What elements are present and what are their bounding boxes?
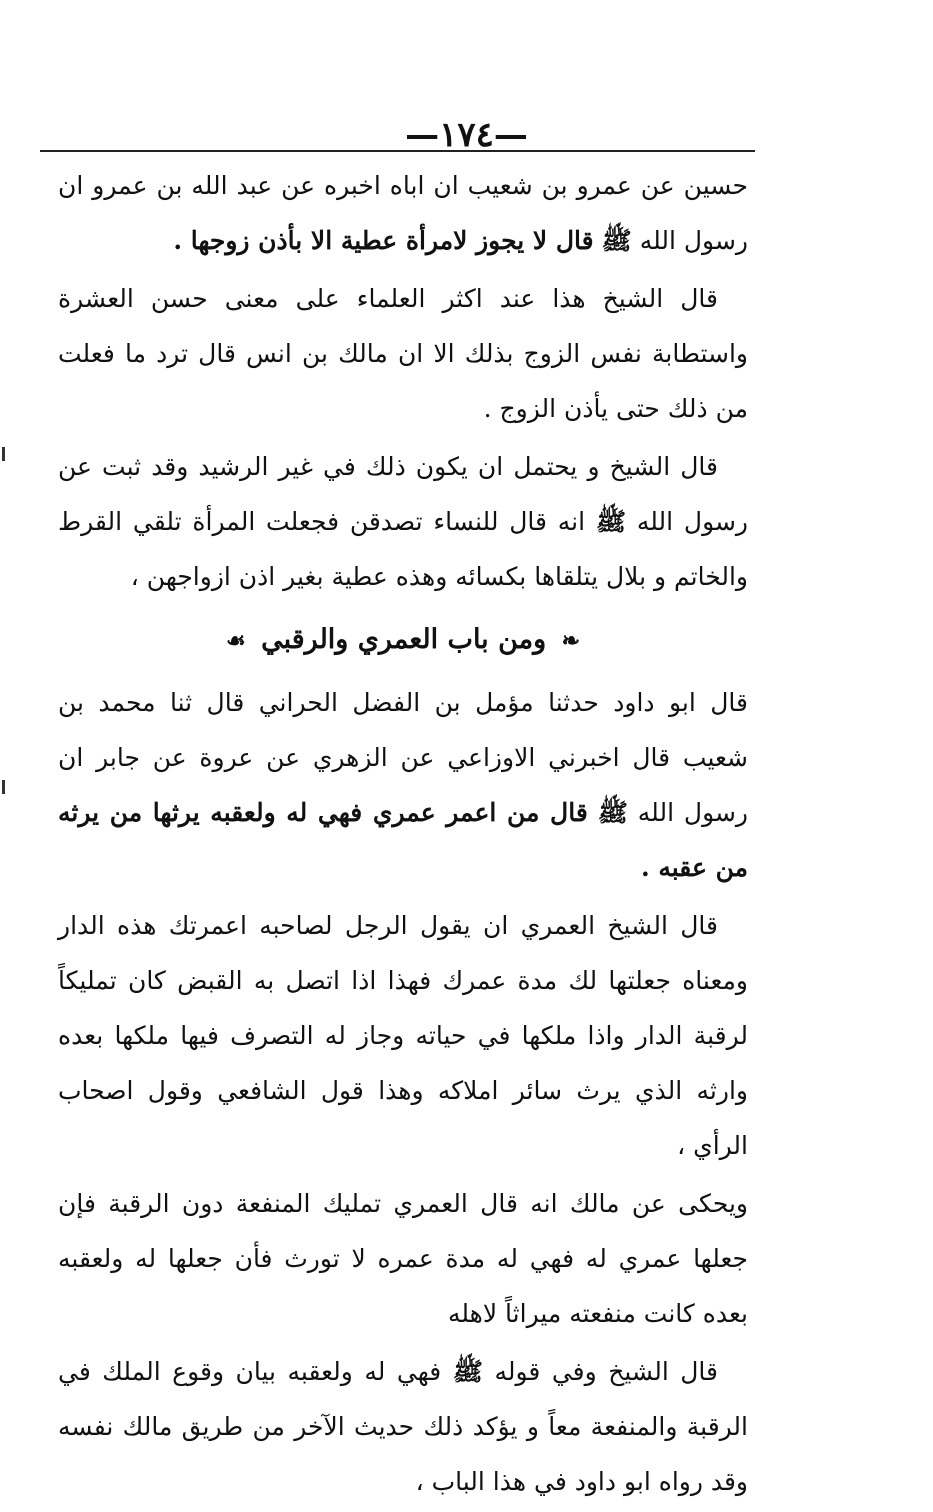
para3-text-before: قال الشيخ و يحتمل ان يكون ذلك في غير الرشيد وقد ثبت عن رسول الله bbox=[58, 452, 749, 536]
salla-symbol: ﷺ bbox=[601, 226, 632, 255]
para1-text-after: قال لا يجوز لامرأة عطية الا بأذن زوجها . bbox=[173, 226, 594, 255]
para7-text-after: فهي له ولعقبه بيان وقوع الملك في الرقبة والمنفعة معاً و يؤكد ذلك حديث الآخر من طريق مالك نفسه وقد رواه ابو داود في هذا الباب ، bbox=[58, 1357, 748, 1496]
commentary-paragraph-4: ويحكى عن مالك انه قال العمري تمليك المنفعة دون الرقبة فإن جعلها عمري له فهي له مدة عمره لا تورث فأن جعلها له ولعقبه بعده كانت منفعته ميراثاً لاهله bbox=[58, 1189, 748, 1328]
commentary-paragraph-2 bbox=[58, 439, 748, 604]
section-heading bbox=[58, 612, 748, 669]
text-block bbox=[58, 158, 748, 1512]
page-number: —١٧٤— bbox=[405, 115, 528, 155]
margin-mark-top bbox=[2, 447, 5, 461]
salla-symbol: ﷺ bbox=[597, 798, 628, 827]
salla-symbol: ﷺ bbox=[595, 507, 627, 536]
para7-text-before: قال الشيخ وفي قوله bbox=[494, 1357, 719, 1386]
section-heading-text: ومن باب العمري والرقبي bbox=[261, 624, 547, 655]
commentary-paragraph-1: قال الشيخ هذا عند اكثر العلماء على معنى حسن العشرة واستطابة نفس الزوج بذلك الا ان مالك بن انس قال ترد ما فعلت من ذلك حتى يأذن الزوج . bbox=[58, 284, 748, 423]
hadith-paragraph-2 bbox=[58, 675, 748, 895]
commentary-paragraph-5 bbox=[58, 1344, 748, 1509]
para3-text-after: انه قال للنساء تصدقن فجعلت المرأة تلقي القرط والخاتم و بلال يتلقاها بكسائه وهذه عطية بغير اذن ازواجهن ، bbox=[58, 507, 748, 591]
para1-text-before: حسين عن عمرو بن شعيب ان اباه اخبره عن عبد الله بن عمرو ان رسول الله bbox=[58, 171, 748, 255]
header-rule bbox=[40, 150, 755, 152]
margin-mark-bottom bbox=[2, 780, 5, 794]
para4-text-after: قال من اعمر عمري فهي له ولعقبه يرثها من يرثه من عقبه . bbox=[58, 798, 748, 882]
hadith-paragraph-1 bbox=[58, 158, 748, 268]
commentary-paragraph-3: قال الشيخ العمري ان يقول الرجل لصاحبه اعمرتك هذه الدار ومعناه جعلتها لك مدة عمرك فهذا اذا اتصل به القبض كان تمليكاً لرقبة الدار واذا ملكها في حياته وجاز له التصرف فيها ملكها بعده وارثه الذي يرث سائر املاكه وهذا قول الشافعي وقول اصحاب الرأي ، bbox=[58, 911, 748, 1160]
para4-text-before: قال ابو داود حدثنا مؤمل بن الفضل الحراني قال ثنا محمد بن شعيب قال اخبرني الاوزاعي عن الزهري عن عروة عن جابر ان رسول الله bbox=[58, 688, 749, 827]
ornament-right-icon: ❧ bbox=[561, 628, 580, 654]
ornament-left-icon: ☙ bbox=[225, 628, 246, 654]
salla-symbol: ﷺ bbox=[452, 1357, 483, 1386]
